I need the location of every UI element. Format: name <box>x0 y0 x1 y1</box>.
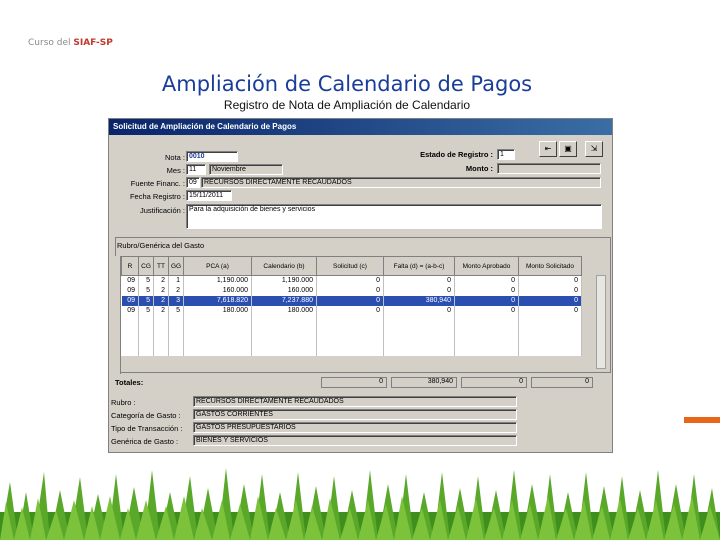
estado-field[interactable]: 1 <box>497 149 515 160</box>
col-header[interactable]: CG <box>139 257 154 276</box>
cell: 0 <box>384 306 455 316</box>
cell: 0 <box>455 276 519 286</box>
exit-button[interactable]: ⇲ <box>585 141 603 157</box>
cell: 09 <box>122 296 139 306</box>
cell: 0 <box>384 276 455 286</box>
table-row <box>122 316 582 326</box>
col-header[interactable]: PCA (a) <box>184 257 252 276</box>
cell: 1,190.000 <box>252 276 317 286</box>
cell: 380,940 <box>384 296 455 306</box>
course-brand <box>28 38 113 48</box>
cell: 09 <box>122 286 139 296</box>
total-solicitud: 0 <box>321 377 387 388</box>
col-header[interactable]: Calendario (b) <box>252 257 317 276</box>
generica-field: BIENES Y SERVICIOS <box>193 435 517 446</box>
mes-name-field: Noviembre <box>209 164 283 175</box>
accent-bar <box>684 417 720 423</box>
cell: 5 <box>139 286 154 296</box>
slide-subtitle: Registro de Nota de Ampliación de Calendario <box>223 98 471 112</box>
total-falta: 380,940 <box>391 377 457 388</box>
fecha-label: Fecha Registro : <box>129 192 185 201</box>
cell: 09 <box>122 276 139 286</box>
cell: 0 <box>384 286 455 296</box>
table-row <box>122 346 582 356</box>
cell: 160.000 <box>252 286 317 296</box>
cell: 0 <box>317 276 384 286</box>
fecha-field[interactable]: 15/11/2011 <box>186 190 232 201</box>
cell: 5 <box>139 296 154 306</box>
cell: 0 <box>317 306 384 316</box>
col-header[interactable]: GG <box>169 257 184 276</box>
cell: 09 <box>122 306 139 316</box>
table-row <box>122 326 582 336</box>
cell: 5 <box>139 306 154 316</box>
total-aprobado: 0 <box>461 377 527 388</box>
table-row[interactable] <box>122 306 582 316</box>
toolbar-first-button[interactable]: ⇤ <box>539 141 557 157</box>
cell[interactable]: 0 <box>519 286 582 296</box>
nota-label: Nota : <box>164 153 185 162</box>
monto-label: Monto : <box>465 164 493 173</box>
transaccion-field: GASTOS PRESUPUESTARIOS <box>193 422 517 433</box>
rubro-group-label: Rubro/Genérica del Gasto <box>117 241 205 250</box>
cell: 0 <box>317 286 384 296</box>
cell: 3 <box>169 296 184 306</box>
cell: 0 <box>317 296 384 306</box>
cell: 2 <box>154 276 169 286</box>
justificacion-label: Justificación : <box>139 206 185 215</box>
categoria-label: Categoría de Gasto : <box>111 411 181 420</box>
table-row[interactable] <box>122 276 582 286</box>
cell: 2 <box>154 286 169 296</box>
cell: 7,618.820 <box>184 296 252 306</box>
col-header[interactable]: TT <box>154 257 169 276</box>
cell[interactable]: 0 <box>519 276 582 286</box>
cell: 5 <box>139 276 154 286</box>
rubro-label: Rubro : <box>111 398 136 407</box>
categoria-field: GASTOS CORRIENTES <box>193 409 517 420</box>
slide-title: Ampliación de Calendario de Pagos <box>161 72 533 96</box>
grass-decoration <box>0 462 720 540</box>
cell: 2 <box>154 306 169 316</box>
justificacion-field[interactable]: Para la adquisición de bienes y servicios <box>186 204 602 229</box>
nota-field[interactable]: 0010 <box>186 151 238 162</box>
cell[interactable]: 0 <box>519 296 582 306</box>
gasto-grid <box>121 256 582 356</box>
mes-code-field[interactable]: 11 <box>186 164 206 175</box>
cell: 160.000 <box>184 286 252 296</box>
cell: 0 <box>455 286 519 296</box>
cell: 1 <box>169 276 184 286</box>
monto-field <box>497 163 601 174</box>
fuente-code-field[interactable]: 09 <box>186 177 200 188</box>
cell[interactable]: 0 <box>519 306 582 316</box>
window-titlebar: Solicitud de Ampliación de Calendario de Pagos <box>109 119 612 135</box>
col-header[interactable]: Monto Solicitado <box>519 257 582 276</box>
brand-highlight: SIAF-SP <box>73 38 113 48</box>
cell: 2 <box>169 286 184 296</box>
col-header[interactable]: Monto Aprobado <box>455 257 519 276</box>
table-row <box>122 336 582 346</box>
brand-prefix: Curso del <box>28 38 74 48</box>
totals-label: Totales: <box>115 378 144 387</box>
fuente-label: Fuente Financ. : <box>130 179 185 188</box>
cell: 2 <box>154 296 169 306</box>
table-row-selected[interactable] <box>122 296 582 306</box>
cell: 1,190.000 <box>184 276 252 286</box>
cell: 5 <box>169 306 184 316</box>
col-header[interactable]: Falta (d) = (a-b-c) <box>384 257 455 276</box>
mes-label: Mes : <box>166 166 185 175</box>
rubro-field: RECURSOS DIRECTAMENTE RECAUDADOS <box>193 396 517 407</box>
estado-label: Estado de Registro : <box>420 150 493 159</box>
col-header[interactable]: Solicitud (c) <box>317 257 384 276</box>
transaccion-label: Tipo de Transacción : <box>111 424 183 433</box>
application-window <box>108 118 613 453</box>
col-header[interactable]: R <box>122 257 139 276</box>
row-selector-column <box>114 256 121 374</box>
save-button[interactable]: ▣ <box>559 141 577 157</box>
table-row[interactable] <box>122 286 582 296</box>
fuente-name-field: RECURSOS DIRECTAMENTE RECAUDADOS <box>201 177 601 188</box>
grid-scrollbar[interactable] <box>596 275 606 369</box>
cell: 180.000 <box>252 306 317 316</box>
generica-label: Genérica de Gasto : <box>111 437 179 446</box>
cell: 0 <box>455 306 519 316</box>
cell: 180.000 <box>184 306 252 316</box>
cell: 0 <box>455 296 519 306</box>
cell: 7,237.880 <box>252 296 317 306</box>
total-solicitado: 0 <box>531 377 593 388</box>
